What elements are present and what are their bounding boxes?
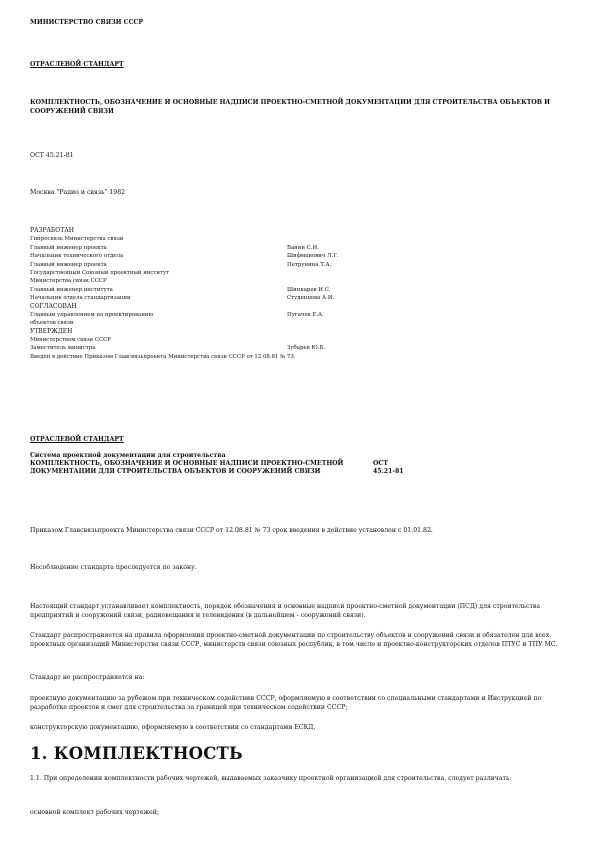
ministry-name: МИНИСТЕРСТВО СВЯЗИ СССР [30,19,144,26]
credit-role: Начальник технического отдела [30,253,124,260]
credit-person: Шинкарев И.С. [287,286,331,293]
credit-person: Пугачев Е.А. [287,311,324,318]
paragraph-application: Стандарт распространяется на правила оформления проектно-сметной документации по строительству объектов и сооружений связи и обязателен для всех проектных организаций Министерства связи СССР, министерств связи союзных республик, в том числе и проектно-конструкторских отделов ПТУС и ТПУ МС. [30,632,558,648]
publisher-line: Москва "Радио и связь" 1982 [30,189,126,196]
credit-row [30,252,550,260]
standard-full-title: КОМПЛЕКТНОСТЬ, ОБОЗНАЧЕНИЕ И ОСНОВНЫЕ НАДПИСИ ПРОЕКТНО-СМЕТНОЙ ДОКУМЕНТАЦИИ ДЛЯ СТРОИТЕЛЬСТВА ОБЪЕКТОВ И СООРУЖЕНИЙ СВЯЗИ [30,460,344,475]
credit-row [30,311,550,319]
credit-role: Начальник отдела стандартизации [30,295,131,302]
code-top: ОСТ [373,460,388,467]
credit-row [30,336,550,344]
credit-row [30,244,550,252]
standard-code: ОСТ 45.21-81 [30,152,74,159]
credit-role: Главный инженер института [30,286,113,293]
credit-row [30,235,550,243]
credit-role: РАЗРАБОТАН [30,227,75,234]
credit-role: Гипросвязь Министерства связи [30,236,124,243]
credit-person: Студенцова А.И. [287,295,335,302]
credits-block [30,227,550,361]
credit-row [30,286,550,294]
paragraph-eskd: конструкторскую документацию, оформляемую в соответствии со стандартами ЕСКД. [30,724,316,731]
credit-row [30,261,550,269]
paragraph-scope: Настоящий стандарт устанавливает комплектность, порядок обозначения и основные надписи проектно-сметной документации (ПСД) для строительства предприятий и сооружений связи, радиовещания и телевидения (в дальнейшем - сооружений связи). [30,603,541,619]
paragraph-not-applies: Стандарт не распространяется на: [30,674,145,681]
paragraph-1-1: 1.1. При определении комплектности рабочих чертежей, выдаваемых заказчику проектной организацией для строительства, следует различать: [30,775,512,782]
credit-role: Главный инженер проекта [30,261,107,268]
paragraph-law: Несоблюдение стандарта преследуется по закону. [30,564,197,571]
credit-person: Зубарев Ю.Б. [287,345,326,352]
credit-role: Государственный Союзный проектный институт [30,269,170,276]
credit-row [30,319,550,327]
credit-role: Главным управлением по проектированию [30,311,154,318]
credit-role: Заместитель министра [30,345,96,352]
credit-person: Шифманович Л.Г. [287,253,339,260]
paragraph-foreign: проектную документацию за рубежом при техническом содействии СССР, оформляемую в соответствии со специальными стандартами и Инструкцией по разработке проектов и смет для строительства за границей при техническом содействии СССР; [30,695,542,711]
system-line: Система проектной документации для строительства [30,452,226,459]
credit-row [30,227,550,235]
credit-row [30,344,550,352]
credit-row [30,294,550,302]
credit-role: СОГЛАСОВАН [30,302,77,310]
credit-row [30,277,550,285]
paragraph-main-set: основной комплект рабочих чертежей; [30,809,159,816]
credit-role: Министерства связи СССР [30,278,107,285]
code-bottom: 45.21-81 [373,468,404,475]
credit-row [30,353,550,361]
credit-role: объектов связи [30,320,74,327]
section-heading: 1. КОМПЛЕКТНОСТЬ [30,744,243,763]
credit-person: Петрунина Т.А. [287,261,332,268]
credit-role: Введен в действие Приказом Главсвязьпроекта Министерства связи СССР от 12.08.81 № 73. [30,353,296,360]
paragraph-order: Приказом Главсвязьпроекта Министерства связи СССР от 12.08.81 № 73 срок введения в действие установлен с 01.01.82. [30,527,433,534]
credit-row [30,328,550,336]
credit-person: Банин С.И. [287,244,319,251]
credit-role: Министерством связи СССР [30,337,111,344]
credit-row [30,303,550,311]
standard-heading: ОТРАСЛЕВОЙ СТАНДАРТ [30,436,124,443]
credit-row [30,269,550,277]
document-title: КОМПЛЕКТНОСТЬ, ОБОЗНАЧЕНИЕ И ОСНОВНЫЕ НАДПИСИ ПРОЕКТНО-СМЕТНОЙ ДОКУМЕНТАЦИИ ДЛЯ СТРОИТЕЛЬСТВА ОБЪЕКТОВ И СООРУЖЕНИЙ СВЯЗИ [30,99,550,115]
standard-type: ОТРАСЛЕВОЙ СТАНДАРТ [30,61,124,68]
credit-role: Главный инженер проекта [30,244,107,251]
credit-role: УТВЕРЖДЕН [30,327,73,335]
